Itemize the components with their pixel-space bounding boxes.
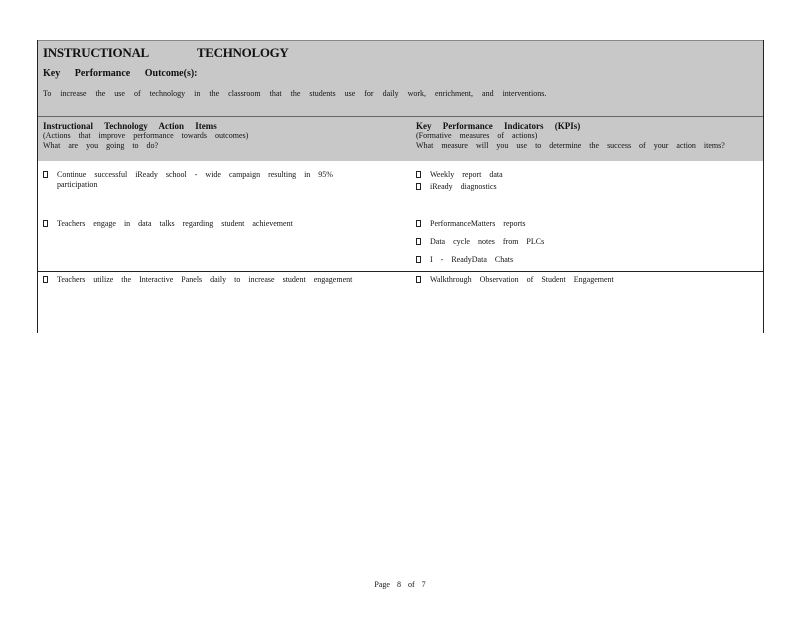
outcome-text: To increase the use of technology in the classroom that the students use for daily work, enrichment, and interventions.: [43, 89, 547, 98]
action-items-heading: Instructional Technology Action Items: [43, 121, 217, 131]
kpi-subheading: (Formative measures of actions): [416, 131, 538, 140]
checkbox-icon: [416, 276, 421, 283]
kpi-header: [416, 121, 761, 151]
action-items-subheading: (Actions that improve performance towards outcomes): [43, 131, 249, 140]
action-item: Teachers utilize the Interactive Panels daily to increase student engagement: [43, 275, 403, 285]
kpi-heading: Key Performance Indicators (KPIs): [416, 121, 581, 131]
kpi-item: Data cycle notes from PLCs: [416, 237, 736, 247]
checkbox-icon: [43, 276, 48, 283]
checkbox-icon: [416, 256, 421, 263]
checkbox-icon: [416, 238, 421, 245]
kpi-question: What measure will you use to determine the success of your action items?: [416, 141, 725, 150]
action-items-header: [43, 121, 403, 151]
checkbox-icon: [416, 183, 421, 190]
row-divider: [38, 271, 763, 272]
column-header-band: [38, 117, 763, 161]
action-item: Continue successful iReady school - wide campaign resulting in 95% participation: [43, 170, 373, 190]
kpo-label: Key Performance Outcome(s):: [43, 68, 198, 79]
checkbox-icon: [43, 220, 48, 227]
header-band: [38, 40, 763, 117]
action-items-question: What are you going to do?: [43, 141, 159, 150]
checkbox-icon: [43, 171, 48, 178]
kpi-item: Weekly report data: [416, 170, 736, 180]
page-number: Page 8 of 7: [374, 580, 426, 589]
checkbox-icon: [416, 171, 421, 178]
kpi-item: Walkthrough Observation of Student Engagement: [416, 275, 756, 285]
kpi-item: iReady diagnostics: [416, 182, 736, 192]
kpi-item: I - ReadyData Chats: [416, 255, 736, 265]
document-table: [37, 40, 764, 333]
checkbox-icon: [416, 220, 421, 227]
page-title: INSTRUCTIONAL TECHNOLOGY: [43, 45, 289, 60]
kpi-item: PerformanceMatters reports: [416, 219, 736, 229]
action-item: Teachers engage in data talks regarding student achievement: [43, 219, 373, 229]
